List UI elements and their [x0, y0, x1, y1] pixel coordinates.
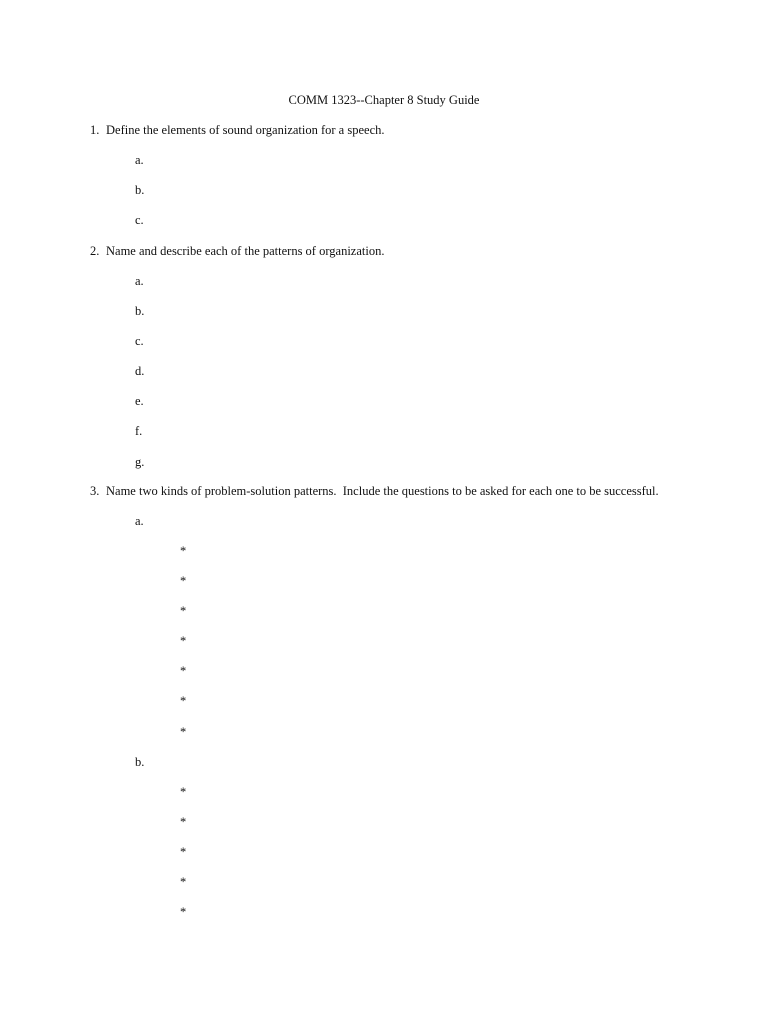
question-1-item-a: a. — [135, 153, 144, 167]
question-1-text: Define the elements of sound organization for a speech. — [106, 123, 385, 137]
question-3-b-bullet: * — [180, 785, 187, 799]
question-1-item-b: b. — [135, 183, 145, 197]
question-3-a-bullet: * — [180, 544, 187, 558]
question-3-a-bullet: * — [180, 725, 187, 739]
question-3-b-bullet: * — [180, 905, 187, 919]
question-3-a-bullet: * — [180, 694, 187, 708]
question-3-b-bullet: * — [180, 815, 187, 829]
question-3-b-bullet: * — [180, 875, 187, 889]
question-3-a-bullet: * — [180, 574, 187, 588]
question-3-b-bullet: * — [180, 845, 187, 859]
question-3-a-bullet: * — [180, 604, 187, 618]
question-2-text: Name and describe each of the patterns of organization. — [106, 244, 385, 258]
document-title: COMM 1323--Chapter 8 Study Guide — [288, 93, 480, 107]
question-1-item-c: c. — [135, 213, 144, 227]
question-3-a-bullet: * — [180, 664, 187, 678]
question-2-item-d: d. — [135, 364, 145, 378]
question-2-item-b: b. — [135, 304, 145, 318]
question-2-item-f: f. — [135, 424, 143, 438]
question-2-number: 2. — [90, 244, 100, 258]
question-1-number: 1. — [90, 123, 100, 137]
question-2-item-a: a. — [135, 274, 144, 288]
question-2-item-g: g. — [135, 455, 145, 469]
question-3-item-b: b. — [135, 755, 145, 769]
question-2-item-c: c. — [135, 334, 144, 348]
question-2-item-e: e. — [135, 394, 144, 408]
question-3-item-a: a. — [135, 514, 144, 528]
question-3-number: 3. — [90, 484, 100, 498]
question-3-a-bullet: * — [180, 634, 187, 648]
question-3-text: Name two kinds of problem-solution patterns. Include the questions to be asked for each one to be successful. — [106, 484, 659, 498]
